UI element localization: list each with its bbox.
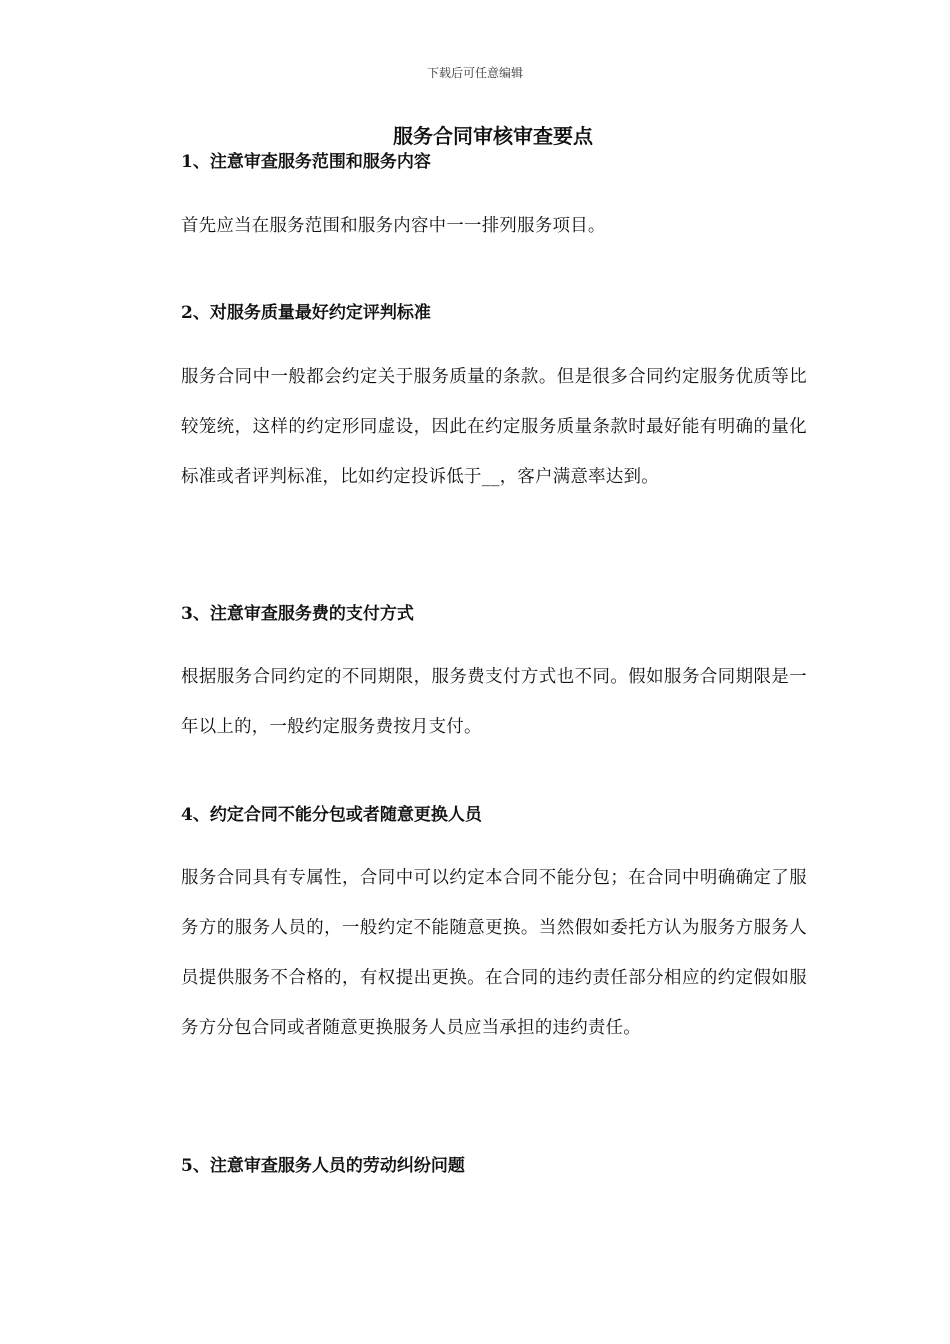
page-header-note: 下载后可任意编辑 bbox=[426, 66, 523, 80]
section-4-heading: 4、约定合同不能分包或者随意更换人员 bbox=[181, 805, 482, 825]
section-4-body: 服务合同具有专属性，合同中可以约定本合同不能分包；在合同中明确确定了服务方的服务人员的，一般约定不能随意更换。当然假如委托方认为服务方服务人员提供服务不合格的，有权提出更换。在合同的违约责任部分相应的约定假如服务方分包合同或者随意更换服务人员应当承担的违约责任。 bbox=[181, 868, 807, 1038]
section-2-heading: 2、对服务质量最好约定评判标准 bbox=[181, 303, 431, 323]
section-5-heading: 5、注意审查服务人员的劳动纠纷问题 bbox=[181, 1156, 465, 1176]
section-1-body: 首先应当在服务范围和服务内容中一一排列服务项目。 bbox=[181, 216, 606, 236]
section-2-body: 服务合同中一般都会约定关于服务质量的条款。但是很多合同约定服务优质等比较笼统，这样的约定形同虚设，因此在约定服务质量条款时最好能有明确的量化标准或者评判标准，比如约定投诉低于__，客户满意率达到。 bbox=[181, 367, 807, 487]
document-title: 服务合同审核审查要点 bbox=[393, 124, 593, 148]
section-3-heading: 3、注意审查服务费的支付方式 bbox=[181, 604, 414, 624]
section-3-body: 根据服务合同约定的不同期限，服务费支付方式也不同。假如服务合同期限是一年以上的，一般约定服务费按月支付。 bbox=[181, 667, 807, 737]
section-1-heading: 1、注意审查服务范围和服务内容 bbox=[181, 152, 431, 172]
